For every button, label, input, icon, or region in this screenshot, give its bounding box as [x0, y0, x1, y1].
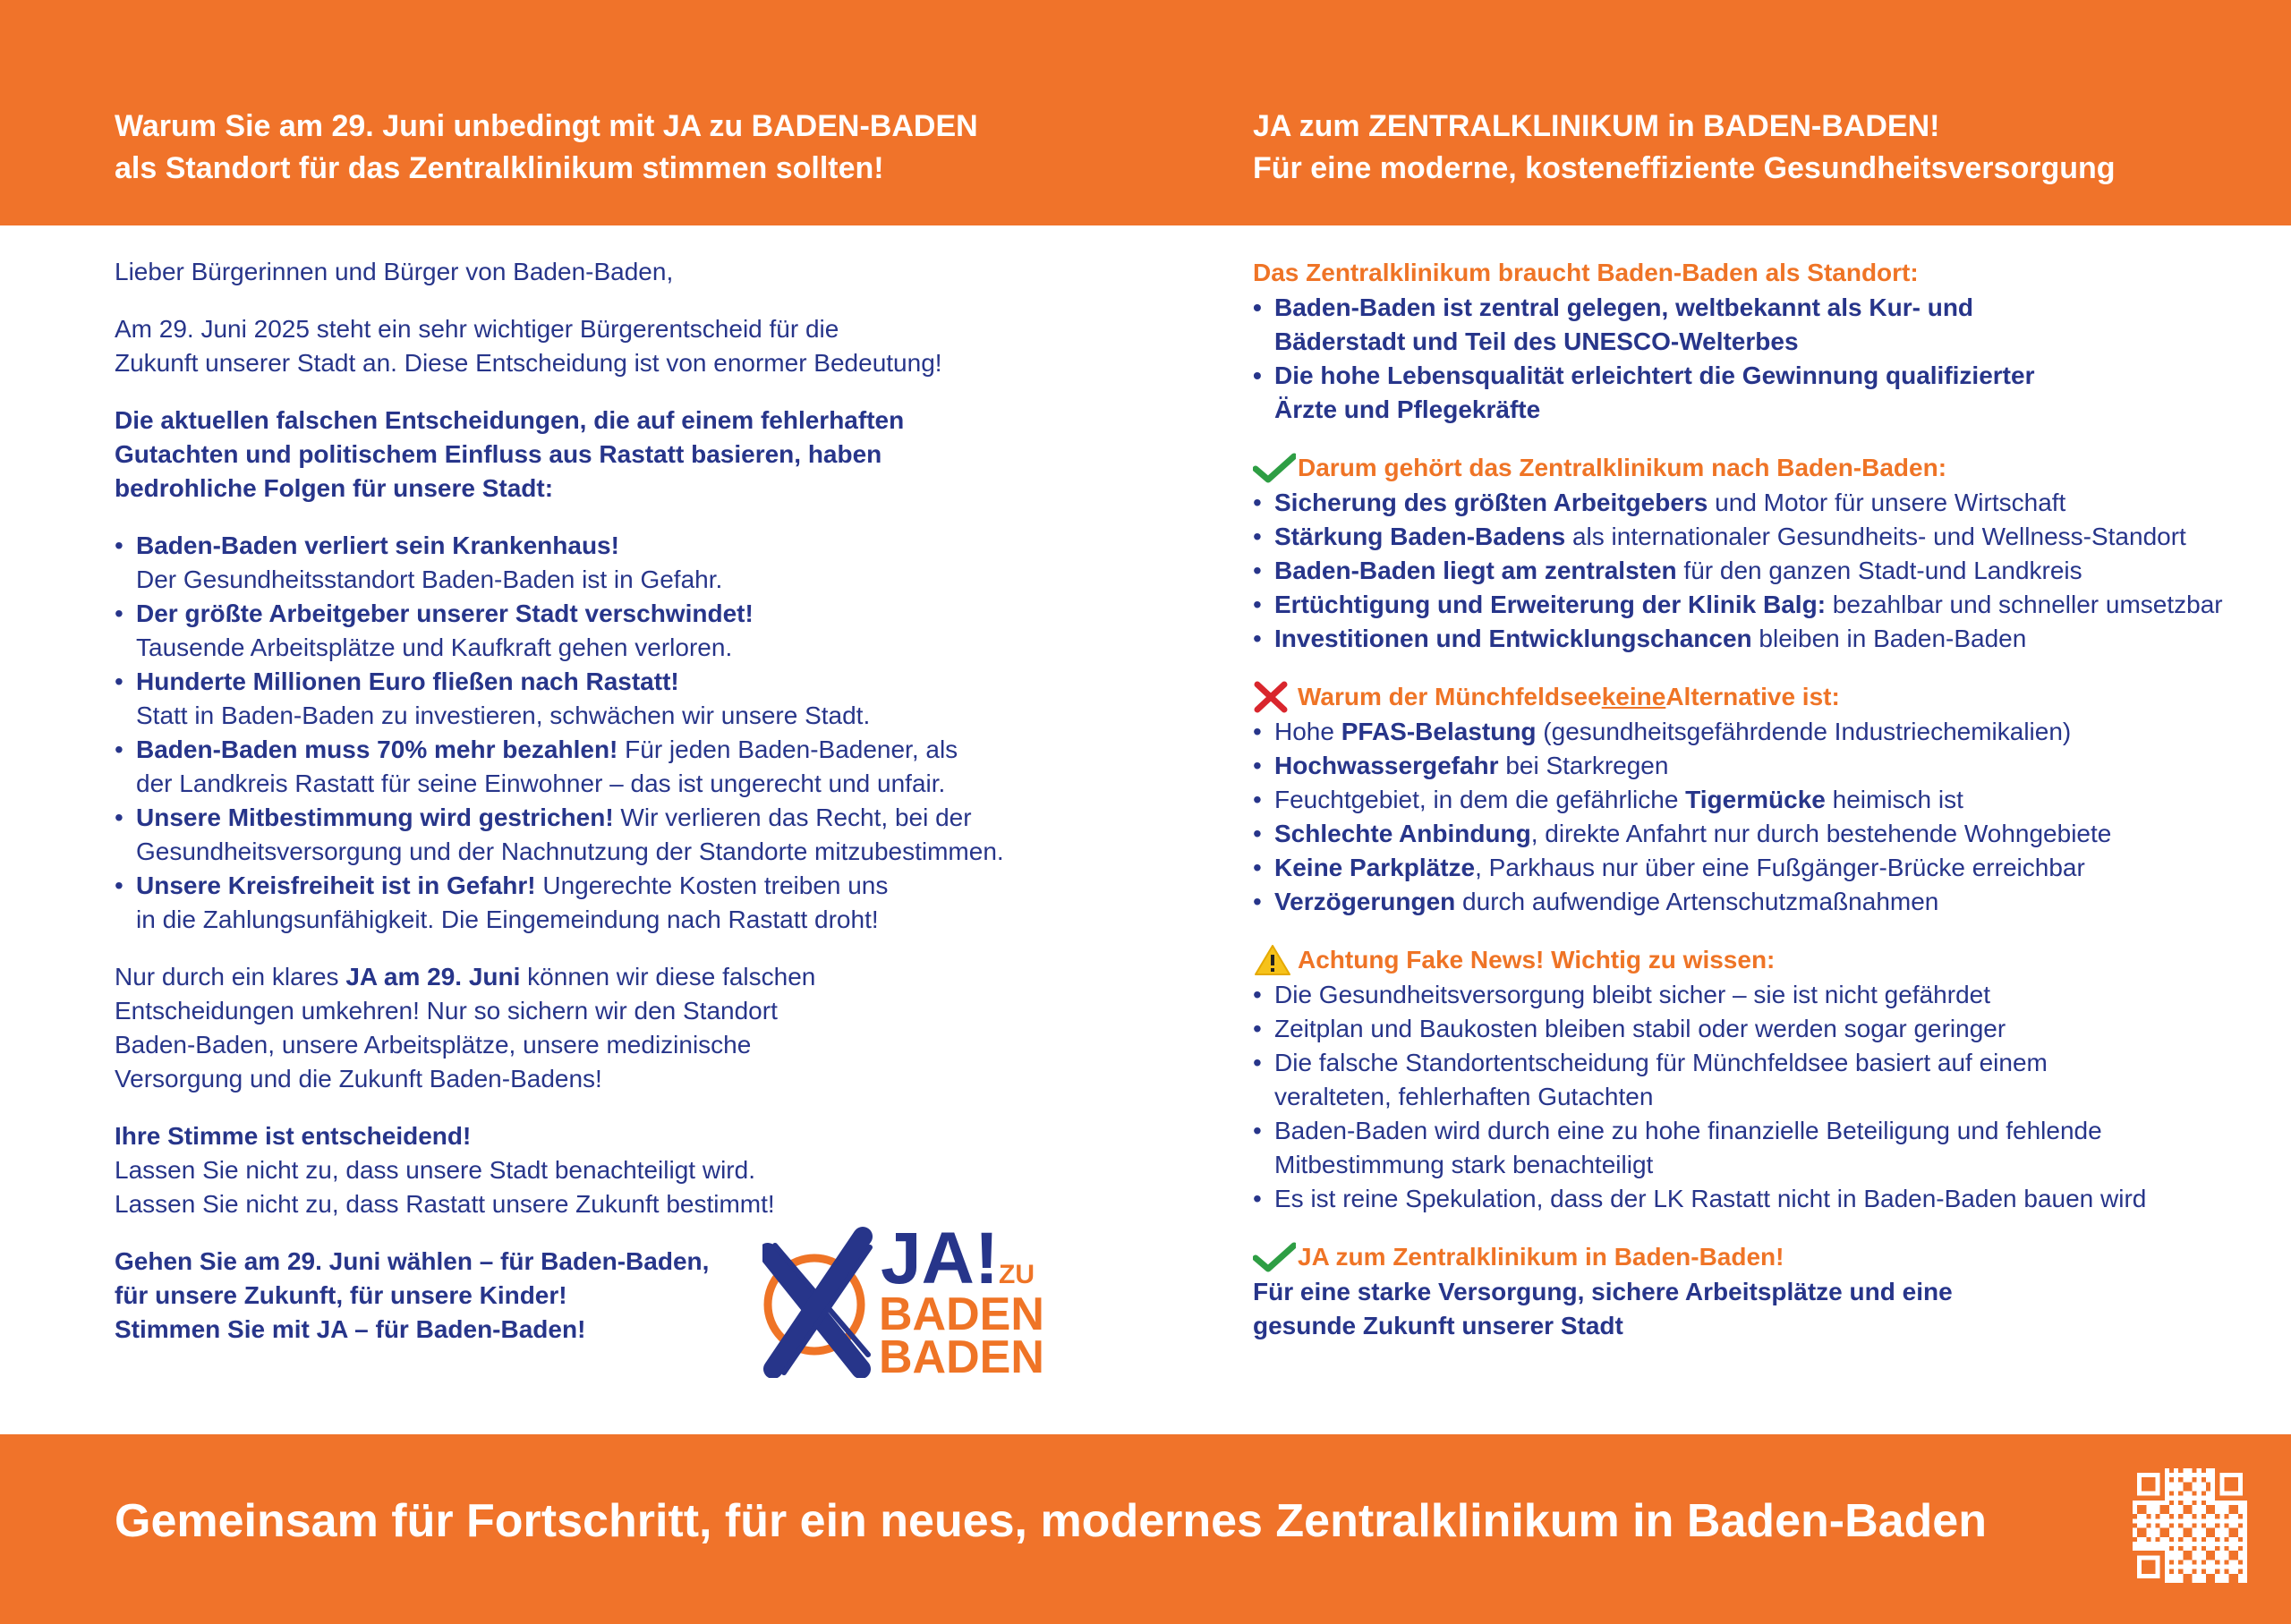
bullet-line2: Gesundheitsversorgung und der Nachnutzung der Standorte mitzubestimmen. — [136, 838, 1004, 865]
greeting: Lieber Bürgerinnen und Bürger von Baden-Baden, — [115, 258, 674, 285]
appeal-post: können wir diese falschen — [520, 963, 816, 991]
cross-icon — [1253, 679, 1298, 715]
fake-news-list — [1253, 978, 2273, 1216]
bullet-bold: Baden-Baden verliert sein Krankenhaus! — [136, 531, 619, 559]
standort-list — [1253, 291, 2273, 427]
section-title — [1253, 1239, 2273, 1275]
item-bold: PFAS-Belastung — [1341, 718, 1537, 745]
item-line1: Die falsche Standortentscheidung für Münchfeldsee basiert auf einem — [1274, 1049, 2048, 1076]
intro-paragraph — [115, 312, 1027, 380]
section-ja — [1253, 1239, 2273, 1343]
list-item — [1253, 622, 2273, 656]
item-line1: Baden-Baden ist zentral gelegen, weltbekannt als Kur- und — [1274, 293, 1974, 321]
bullet-bold: Unsere Kreisfreiheit ist in Gefahr! — [136, 872, 536, 899]
list-item — [1253, 978, 2273, 1012]
header-right — [1253, 106, 2116, 190]
list-item — [1253, 1182, 2273, 1216]
bullet-bold: Der größte Arbeitgeber unserer Stadt verschwindet! — [136, 599, 754, 627]
list-item — [115, 665, 1027, 733]
item-line1: Es ist reine Spekulation, dass der LK Rastatt nicht in Baden-Baden bauen wird — [1274, 1185, 2147, 1212]
section-title-text: JA zum Zentralklinikum in Baden-Baden! — [1298, 1243, 1784, 1271]
header-left-line1: Warum Sie am 29. Juni unbedingt mit JA zu BADEN-BADEN — [115, 109, 978, 143]
warning-icon — [1253, 942, 1298, 978]
item-line1: Baden-Baden wird durch eine zu hohe finanzielle Beteiligung und fehlende — [1274, 1117, 2102, 1144]
section-fake-news — [1253, 942, 2273, 1216]
list-item — [1253, 520, 2273, 554]
list-item — [1253, 885, 2273, 919]
list-item — [1253, 486, 2273, 520]
item-text: (gesundheitsgefährdende Industriechemikalien) — [1536, 718, 2072, 745]
item-bold: Keine Parkplätze — [1274, 854, 1476, 881]
bullet-line2: in die Zahlungsunfähigkeit. Die Eingemeindung nach Rastatt droht! — [136, 906, 879, 933]
item-bold: Sicherung des größten Arbeitgebers — [1274, 489, 1708, 516]
appeal-line: Entscheidungen umkehren! Nur so sichern wir den Standort — [115, 997, 778, 1025]
logo-baden-2: BADEN — [879, 1331, 1044, 1378]
item-bold: Investitionen und Entwicklungschancen — [1274, 625, 1752, 652]
bullet-bold: Hunderte Millionen Euro fließen nach Rastatt! — [136, 667, 679, 695]
item-line2: Ärzte und Pflegekräfte — [1274, 395, 1541, 423]
left-column — [115, 255, 1027, 1347]
intro-line: Zukunft unserer Stadt an. Diese Entscheidung ist von enormer Bedeutung! — [115, 349, 942, 377]
vote-line: Lassen Sie nicht zu, dass unsere Stadt benachteiligt wird. — [115, 1156, 755, 1184]
bullet-line2: Tausende Arbeitsplätze und Kaufkraft gehen verloren. — [136, 633, 733, 661]
closing-line: Stimmen Sie mit JA – für Baden-Baden! — [115, 1315, 586, 1343]
checkmark-icon — [1253, 450, 1298, 486]
bullet-line2: der Landkreis Rastatt für seine Einwohner – das ist ungerecht und unfair. — [136, 769, 946, 797]
intro-line: Am 29. Juni 2025 steht ein sehr wichtiger Bürgerentscheid für die — [115, 315, 839, 343]
section-title — [1253, 450, 2273, 486]
item-pre: Hohe — [1274, 718, 1341, 745]
item-text: heimisch ist — [1825, 786, 1963, 813]
appeal-line — [115, 960, 1027, 994]
footer-slogan: Gemeinsam für Fortschritt, für ein neues, modernes Zentralklinikum in Baden-Baden — [115, 1495, 1987, 1547]
item-line1: Die Gesundheitsversorgung bleibt sicher – sie ist nicht gefährdet — [1274, 981, 1990, 1008]
muenchfeldsee-list — [1253, 715, 2273, 919]
list-item — [1253, 851, 2273, 885]
item-line2: veralteten, fehlerhaften Gutachten — [1274, 1083, 1654, 1110]
appeal-paragraph — [115, 960, 1027, 1096]
bullet-text: Wir verlieren das Recht, bei der — [613, 803, 972, 831]
item-text: , Parkhaus nur über eine Fußgänger-Brücke erreichbar — [1475, 854, 2085, 881]
consequence-list — [115, 529, 1027, 937]
bullet-text: Ungerechte Kosten treiben uns — [535, 872, 889, 899]
checkmark-icon — [1253, 1239, 1298, 1275]
ballot-cross-icon — [762, 1219, 1051, 1378]
vote-paragraph — [115, 1119, 1027, 1221]
section-title-text: Achtung Fake News! Wichtig zu wissen: — [1298, 946, 1776, 974]
item-line1: Zeitplan und Baukosten bleiben stabil oder werden sogar geringer — [1274, 1015, 2006, 1042]
qr-code-icon[interactable] — [2133, 1468, 2247, 1583]
item-bold: Ertüchtigung und Erweiterung der Klinik Balg: — [1274, 591, 1827, 618]
list-item — [115, 801, 1027, 869]
item-text: bei Starkregen — [1498, 752, 1669, 779]
item-line2: Mitbestimmung stark benachteiligt — [1274, 1151, 1654, 1178]
section-standort — [1253, 255, 2273, 427]
ja-line: Für eine starke Versorgung, sichere Arbeitsplätze und eine — [1253, 1278, 1953, 1305]
header-left-line2: als Standort für das Zentralklinikum stimmen sollten! — [115, 151, 884, 185]
warning-line: bedrohliche Folgen für unsere Stadt: — [115, 474, 554, 502]
item-text: bezahlbar und schneller umsetzbar — [1826, 591, 2223, 618]
list-item — [115, 529, 1027, 597]
section-title-pre: Warum der Münchfeldsee — [1298, 683, 1602, 710]
list-item — [1253, 749, 2273, 783]
header-right-line1: JA zum ZENTRALKLINIKUM in BADEN-BADEN! — [1253, 109, 1940, 143]
section-title: Das Zentralklinikum braucht Baden-Baden als Standort: — [1253, 259, 1919, 286]
item-pre: Feuchtgebiet, in dem die gefährliche — [1274, 786, 1686, 813]
item-text: durch aufwendige Artenschutzmaßnahmen — [1455, 888, 1939, 915]
item-text: bleiben in Baden-Baden — [1751, 625, 2027, 652]
section-title-underlined: keine — [1601, 683, 1666, 710]
header-right-line2: Für eine moderne, kosteneffiziente Gesundheitsversorgung — [1253, 151, 2116, 185]
list-item — [1253, 588, 2273, 622]
list-item — [115, 869, 1027, 937]
list-item — [1253, 1046, 2273, 1114]
bullet-bold: Unsere Mitbestimmung wird gestrichen! — [136, 803, 614, 831]
item-text: , direkte Anfahrt nur durch bestehende Wohngebiete — [1530, 820, 2112, 847]
list-item — [115, 733, 1027, 801]
list-item — [1253, 1114, 2273, 1182]
list-item — [1253, 783, 2273, 817]
section-darum — [1253, 450, 2273, 656]
ja-line: gesunde Zukunft unserer Stadt — [1253, 1312, 1623, 1339]
vote-line: Lassen Sie nicht zu, dass Rastatt unsere Zukunft bestimmt! — [115, 1190, 775, 1218]
list-item — [1253, 715, 2273, 749]
item-line2: Bäderstadt und Teil des UNESCO-Welterbes — [1274, 327, 1799, 355]
darum-list — [1253, 486, 2273, 656]
item-bold: Hochwassergefahr — [1274, 752, 1499, 779]
appeal-pre: Nur durch ein klares — [115, 963, 346, 991]
logo-baden-1: BADEN — [879, 1288, 1044, 1340]
header-left — [115, 106, 978, 190]
item-bold: Schlechte Anbindung — [1274, 820, 1531, 847]
appeal-bold: JA am 29. Juni — [345, 963, 521, 991]
list-item — [1253, 359, 2273, 427]
closing-line: für unsere Zukunft, für unsere Kinder! — [115, 1281, 567, 1309]
logo-zu: ZU — [999, 1260, 1035, 1289]
item-line1: Die hohe Lebensqualität erleichtert die Gewinnung qualifizierter — [1274, 361, 2035, 389]
list-item — [1253, 1012, 2273, 1046]
appeal-line: Baden-Baden, unsere Arbeitsplätze, unsere medizinische — [115, 1031, 752, 1059]
ja-zu-baden-baden-logo — [762, 1219, 1051, 1378]
qr-code-graphic — [2133, 1468, 2247, 1583]
item-text: und Motor für unsere Wirtschaft — [1708, 489, 2066, 516]
warning-line: Die aktuellen falschen Entscheidungen, die auf einem fehlerhaften — [115, 406, 905, 434]
item-bold: Verzögerungen — [1274, 888, 1456, 915]
section-title — [1253, 942, 2273, 978]
logo-ja: JA! — [881, 1219, 1000, 1299]
section-title-text: Darum gehört das Zentralklinikum nach Baden-Baden: — [1298, 454, 1947, 481]
item-text: für den ganzen Stadt-und Landkreis — [1676, 557, 2082, 584]
right-column — [1253, 255, 2273, 1343]
list-item — [115, 597, 1027, 665]
vote-title: Ihre Stimme ist entscheidend! — [115, 1122, 472, 1150]
item-bold: Baden-Baden liegt am zentralsten — [1274, 557, 1677, 584]
item-text: als internationaler Gesundheits- und Wellness-Standort — [1565, 523, 2186, 550]
warning-line: Gutachten und politischem Einfluss aus Rastatt basieren, haben — [115, 440, 882, 468]
bullet-line2: Der Gesundheitsstandort Baden-Baden ist in Gefahr. — [136, 565, 723, 593]
bullet-bold: Baden-Baden muss 70% mehr bezahlen! — [136, 735, 618, 763]
section-title — [1253, 679, 2273, 715]
item-bold: Tigermücke — [1685, 786, 1826, 813]
appeal-line: Versorgung und die Zukunft Baden-Badens! — [115, 1065, 602, 1093]
section-title-post: Alternative ist: — [1665, 683, 1840, 710]
closing-line: Gehen Sie am 29. Juni wählen – für Baden-Baden, — [115, 1247, 710, 1275]
item-bold: Stärkung Baden-Badens — [1274, 523, 1566, 550]
list-item — [1253, 817, 2273, 851]
bullet-text: Für jeden Baden-Badener, als — [617, 735, 958, 763]
section-muenchfeldsee — [1253, 679, 2273, 919]
list-item — [1253, 291, 2273, 359]
warning-paragraph — [115, 404, 1027, 506]
list-item — [1253, 554, 2273, 588]
bullet-line2: Statt in Baden-Baden zu investieren, schwächen wir unsere Stadt. — [136, 701, 871, 729]
